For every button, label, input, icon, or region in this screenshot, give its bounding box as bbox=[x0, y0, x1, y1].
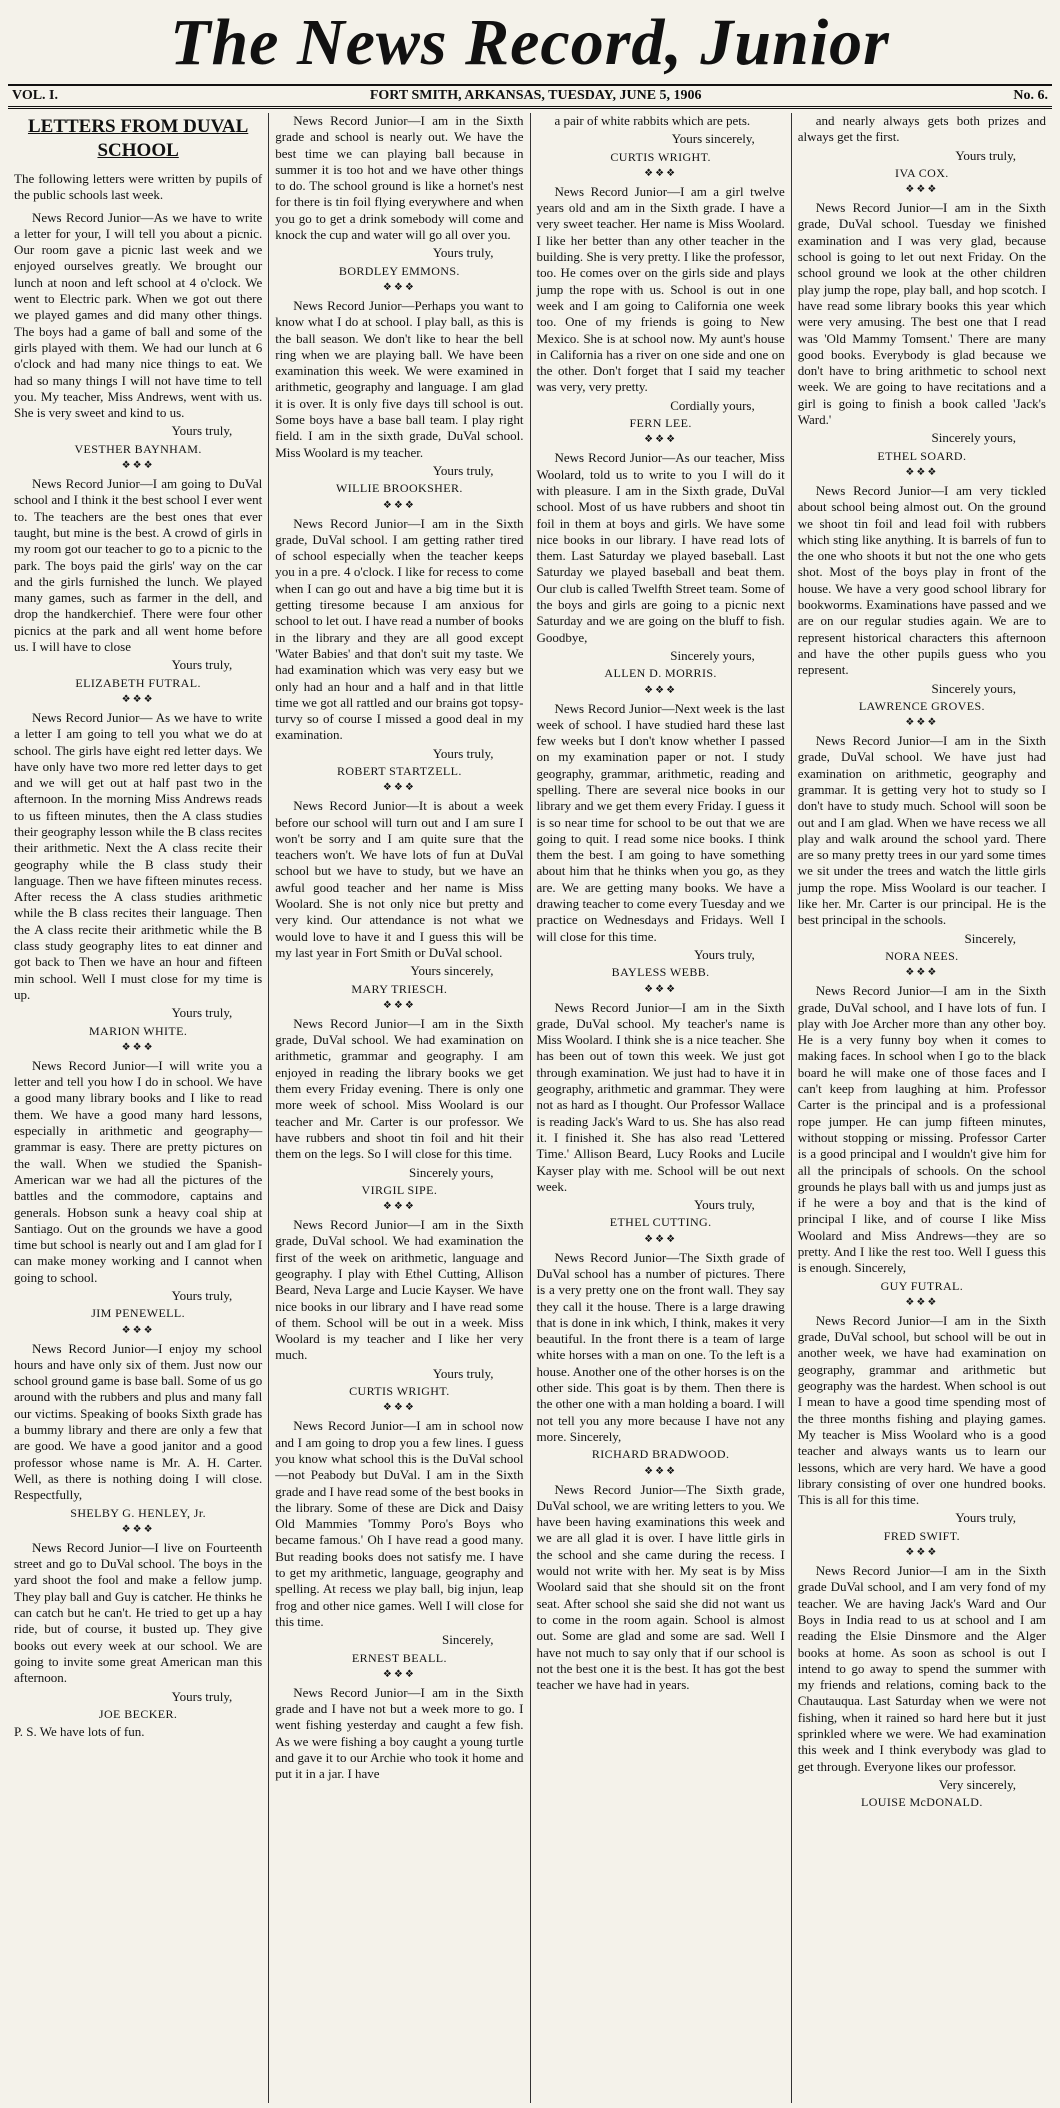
issue-number: No. 6. bbox=[1013, 88, 1048, 103]
letter-signature: ELIZABETH FUTRAL. bbox=[75, 675, 201, 690]
ornament-divider: ❖❖❖ bbox=[382, 1402, 416, 1414]
letter-body: News Record Junior—I am in the Sixth grade, DuVal school, and I have lots of fun. I play with Joe Archer more than any other boy. He is a very funny boy when it comes to making faces. In school when I go to the black board he will make one of those faces and I can't keep from laughing at him. Professor Carter is the principal and is a professional rope jumper. He can jump fifteen minutes, without stopping or missing. Professor Carter is a good principal and I wouldn't give him for all the principals of schools. On the school grounds he plays ball with us and jumps just as if he were a boy and that is the kind of principal I like, and of course I like Miss Woolard and Miss Andrews—they are so pretty. And I like the rest too. Well I guess this is enough. Sincerely, bbox=[797, 983, 1046, 1276]
intro-text: The following letters were written by pupils of the public schools last week. bbox=[14, 171, 263, 203]
letter-body: News Record Junior—I live on Fourteenth street and go to DuVal school. The boys in the yard shoot the fool and make a fellow jump. They play ball and Guy is catcher. He thinks he can catch but he can't. He tried to get up a hay ride, but of course, it busted up. They give books out every week at our school. We are going to invite some great American man this afternoon. bbox=[14, 1539, 263, 1686]
letter-signature: VIRGIL SIPE. bbox=[361, 1182, 438, 1197]
volume-label: VOL. I. bbox=[12, 88, 59, 103]
letter-signature: CURTIS WRIGHT. bbox=[610, 149, 711, 164]
letter-closing: Yours truly, bbox=[171, 423, 233, 439]
letter bbox=[537, 113, 785, 165]
letter-closing: Yours truly, bbox=[432, 745, 494, 761]
letter-closing: Yours truly, bbox=[955, 1510, 1016, 1526]
letter-signature: WILLIE BROOKSHER. bbox=[335, 481, 463, 496]
ornament-divider: ❖❖❖ bbox=[905, 967, 939, 979]
ornament-divider: ❖❖❖ bbox=[382, 281, 416, 293]
letter-body: News Record Junior—I will write you a letter and tell you how I do in school. We have a good many library books and I like to read them. We have a good many hard lessons, especially in arithmetic and geography—grammar is easy. There are pretty pictures on the wall. When we studied the Spanish-American war we had all the pictures of the battles and the commodore, captains and generals. Hobson sunk a heavy coal ship at Santiago. Out on the grounds we have a good time but school is nearly out and I am glad for I can make money working and I cannot when going to school. bbox=[14, 1057, 263, 1285]
letter-signature: FERN LEE. bbox=[629, 416, 692, 431]
letter bbox=[14, 1341, 262, 1521]
letter-closing: Yours sincerely, bbox=[671, 131, 755, 147]
letter-signature: ROBERT STARTZELL. bbox=[336, 763, 462, 778]
letter-closing: Yours truly, bbox=[694, 946, 755, 962]
letter bbox=[14, 476, 262, 691]
letter-closing: Yours truly, bbox=[432, 245, 494, 261]
ornament-divider: ❖❖❖ bbox=[905, 1547, 939, 1559]
letter-body: News Record Junior—I enjoy my school hours and have only six of them. Just now our school ground game is base ball. Some of us go around with the rubbers and plus and many fall our victims. Speaking of books Sixth grade has a bummy library and there are only a few that are good. We have a good janitor and a good professor whose name is Mr. A. H. Carter. Well, as there is nothing doing I will close. Respectfully, bbox=[14, 1340, 263, 1503]
letter-signature: VESTHER BAYNHAM. bbox=[74, 441, 202, 456]
letter-body: News Record Junior—The Sixth grade, DuVal school, we are writing letters to you. We have been having examinations this week and we are all glad it is over. I have little girls in the school and she came during the recess. I would not write with her. My seat is by Miss Woolard said that she should sit on the front seat. After school she said she did not want us to come in the room again. School is almost out. Some are glad and some are sad. Well I have not much to say only that if our school is not the best one it is the best. It has got the best teacher we have had in years. bbox=[536, 1481, 785, 1693]
letter-body: News Record Junior— As we have to write a letter I am going to tell you what we do at school. The girls have eight red letter days. We have only have two more red letter days to get and we will get out at half past two in the afternoon. In the morning Miss Andrews reads to us fifteen minutes, then the A class studies their geography lesson while the B class recites their arithmetic. Next the A class recite their geography while the B class study their language. Then we have fifteen minutes recess. After recess the A class studies arithmetic while the B class recites their language. Then the A class recite their arithmetic while the B class study geography lites to eat dinner and got back to Then we have an hour and fifteen min school. Well I must close for my time is up. bbox=[14, 709, 263, 1002]
ornament-divider: ❖❖❖ bbox=[644, 983, 678, 995]
letter-closing: Cordially yours, bbox=[670, 397, 755, 413]
place-date: FORT SMITH, ARKANSAS, TUESDAY, JUNE 5, 1906 bbox=[369, 88, 702, 103]
letter-closing: Sincerely, bbox=[442, 1632, 494, 1648]
letter-signature: LOUISE McDONALD. bbox=[861, 1795, 983, 1810]
ornament-divider: ❖❖❖ bbox=[121, 693, 155, 705]
letter-signature: MARION WHITE. bbox=[88, 1023, 188, 1038]
masthead: The News Record, Junior bbox=[170, 6, 890, 79]
ornament-divider: ❖❖❖ bbox=[905, 184, 939, 196]
letter-body: News Record Junior—I am in the Sixth grade, DuVal school. We had examination on arithmetic, grammar and geography. I am enjoyed in reading the library books we get them every Friday evening. There is only one more week of school. Miss Woolard is our teacher and Mr. Carter is our professor. We have rubbers and shoot tin foil and hit their them on the legs. So I will close for this time. bbox=[275, 1015, 524, 1162]
letter bbox=[275, 298, 523, 497]
newspaper-page bbox=[8, 4, 1052, 2100]
letter bbox=[798, 1313, 1046, 1544]
letter bbox=[798, 200, 1046, 464]
letter-signature: JOE BECKER. bbox=[98, 1706, 178, 1721]
column-4 bbox=[792, 113, 1052, 2103]
ornament-divider: ❖❖❖ bbox=[382, 1668, 416, 1680]
letter-postscript: P. S. We have lots of fun. bbox=[14, 1724, 145, 1740]
letter-body: News Record Junior—I am a girl twelve years old and am in the Sixth grade. I have a very sweet teacher. Her name is Miss Woolard. I like her better than any other teacher in the building. She is very pretty. I like the professor, too. He comes over on the girls side and plays jump the rope with us. School is out in one week and I am going to California one week too. One of my friends is going to New Mexico. She is at school now. My aunt's house in California has a river on one side and one on the other. Don't forget that I said my teacher was very, very pretty. bbox=[536, 183, 785, 395]
letter bbox=[537, 1000, 785, 1231]
ornament-divider: ❖❖❖ bbox=[644, 434, 678, 446]
ornament-divider: ❖❖❖ bbox=[644, 167, 678, 179]
ornament-divider: ❖❖❖ bbox=[382, 782, 416, 794]
letter bbox=[537, 1482, 785, 1694]
letter-closing: Sincerely, bbox=[964, 930, 1016, 946]
ornament-divider: ❖❖❖ bbox=[121, 1523, 155, 1535]
ornament-divider: ❖❖❖ bbox=[382, 499, 416, 511]
letter-signature: FRED SWIFT. bbox=[883, 1528, 960, 1543]
letter-closing: Yours truly, bbox=[171, 1688, 233, 1704]
letter-closing: Yours truly, bbox=[171, 657, 233, 673]
dateline bbox=[8, 84, 1052, 109]
ornament-divider: ❖❖❖ bbox=[382, 999, 416, 1011]
letter bbox=[14, 210, 262, 457]
ornament-divider: ❖❖❖ bbox=[382, 1201, 416, 1213]
letter-signature: RICHARD BRADWOOD. bbox=[591, 1447, 730, 1462]
letter-signature: CURTIS WRIGHT. bbox=[349, 1384, 450, 1399]
letter-closing: Yours truly, bbox=[171, 1288, 233, 1303]
ornament-divider: ❖❖❖ bbox=[644, 1233, 678, 1245]
letter-body: News Record Junior—I am in school now and I am going to drop you a few lines. I guess you know what school this is the DuVal school—not Peabody but DuVal. I am in the Sixth grade and I have read some of the best books in the library. Some of these are Dick and Daisy Old Mammies 'Tommy Poro's Boys who became famous.' Oh I have read a good many. But reading books does not satisfy me. I have to get my arithmetic, language, geography and spelling. At recess we play ball, big injun, leap frog and other nice games. Well I will close for this time. bbox=[275, 1418, 524, 1629]
letter-body: News Record Junior—I am in the Sixth grade, DuVal school, but school will be out in another week, we have had examination on geography, grammar and arithmetic but geography was the hardest. When school is out I mean to have a good time spending most of the three months fishing and playing games. My teacher is Miss Woolard who is a good teacher and always wants us to learn our lessons, which are very hard. We have a good library consisting of over one hundred books. This is all for this time. bbox=[797, 1312, 1046, 1508]
column-2 bbox=[269, 113, 530, 2103]
letter-body: News Record Junior—As we have to write a letter for your, I will tell you about a picnic. Our room gave a picnic last week and we enjoyed ourselves greatly. We brought our lunch at noon and left school at 4 o'clock. We went to Electric park. When we got out there we played games and did many other things. The boys had a game of ball and some of the girls played with them. We had our lunch at 6 o'clock and had many nice things to eat. We had so many things I will not have time to tell you. My teacher, Miss Andrews, went with us. She is very sweet and kind to us. bbox=[14, 209, 263, 421]
letter bbox=[275, 1217, 523, 1399]
letter bbox=[275, 1418, 523, 1665]
letter-signature: ETHEL SOARD. bbox=[877, 448, 967, 463]
letter-closing: Sincerely yours, bbox=[931, 430, 1016, 446]
letter-signature: SHELBY G. HENLEY, Jr. bbox=[70, 1505, 206, 1520]
letter-body: News Record Junior—I am going to DuVal school and I think it the best school I ever went to. The teachers are the best ones that ever taught, but mine is the best. A crowd of girls in my room got our teacher to go to a picnic to the park. The boys paid the girls' way on the car and the girls furnished the lunch. We played many games, such as farmer in the dell, and drop the handkerchief. There were four other picnics at the park and all went home before us. I will have to close bbox=[14, 476, 263, 655]
ornament-divider: ❖❖❖ bbox=[905, 717, 939, 729]
ornament-divider: ❖❖❖ bbox=[905, 466, 939, 478]
letter-body: News Record Junior—I am in the Sixth grade, DuVal school. My teacher's name is Miss Woolard. I think she is a nice teacher. She has been out of town this week. We just got through examination. We just had to have it in geography, arithmetic and grammar. They were not as hard as I thought. Our Professor Wallace is reading Jack's Ward to us. She has also read it. I finished it. She has also read 'Lettered Time.' Allison Beard, Lucy Rooks and Lucile Kayser play with me. School will be out next week. bbox=[536, 999, 785, 1194]
letter-closing: Yours truly, bbox=[432, 462, 494, 478]
letter-body: a pair of white rabbits which are pets. bbox=[554, 113, 751, 128]
ornament-divider: ❖❖❖ bbox=[644, 684, 678, 696]
letter bbox=[275, 798, 523, 997]
letter bbox=[14, 1058, 262, 1322]
letter-closing: Yours truly, bbox=[171, 1005, 233, 1021]
letter bbox=[798, 483, 1046, 714]
letter-body: News Record Junior—I am in the Sixth grade and I have not but a week more to go. I went fishing yesterday and caught a few fish. As we were fishing a boy caught a young turtle and gave it to our Archie who took it home and put it in a jar. I have bbox=[275, 1684, 524, 1782]
ornament-divider: ❖❖❖ bbox=[644, 1465, 678, 1477]
letter bbox=[275, 113, 523, 279]
letter-closing: Very sincerely, bbox=[938, 1776, 1016, 1792]
letter-closing: Sincerely yours, bbox=[931, 680, 1016, 696]
letter-signature: BORDLEY EMMONS. bbox=[338, 263, 460, 278]
ornament-divider: ❖❖❖ bbox=[121, 460, 155, 472]
letter-body: News Record Junior—I am in the Sixth grade and school is nearly out. We have the best time we can playing ball because in summer it is too hot and we have other things to do. The school ground is like a hornet's nest for there is tin foil flying everywhere and when you go to get a drink somebody will come and knock the cup and water will go all over you. bbox=[275, 113, 524, 243]
letter-body: News Record Junior—I am in the Sixth grade, DuVal school. We have just had examination on arithmetic, geography and grammar. It is getting very hot to study so I don't have to study much. School will soon be out and I am glad. When we have recess we all play and walk around the school yard. There are so many pretty trees in our yard some times we sit under the trees and watch the little girls jump the rope. Miss Woolard is our teacher. I like her. Mr. Carter is our principal. He is the best principal in the schools. bbox=[797, 733, 1046, 928]
letter-signature: MARY TRIESCH. bbox=[351, 981, 448, 996]
column-3 bbox=[531, 113, 792, 2103]
letter-body: News Record Junior—It is about a week before our school will turn out and I am sure I won't be sorry and I am quite sure that the teachers won't. We have lots of fun at DuVal school but we have to study, but we have an awful good teacher and her name is Miss Woolard. She is not only nice but pretty and very kind. Our attendance is not what we would love to have it and I guess this will be my last year in Fort Smith or DuVal school. bbox=[275, 798, 524, 960]
letter-signature: JIM PENEWELL. bbox=[91, 1306, 186, 1321]
letter-signature: ALLEN D. MORRIS. bbox=[604, 666, 717, 681]
letter bbox=[14, 1540, 262, 1741]
ornament-divider: ❖❖❖ bbox=[121, 1324, 155, 1336]
letter bbox=[798, 983, 1046, 1294]
letter bbox=[275, 1016, 523, 1198]
letter bbox=[537, 1250, 785, 1463]
letter bbox=[798, 1563, 1046, 1810]
headline: LETTERS FROM DUVAL SCHOOL bbox=[27, 116, 249, 161]
letter-signature: BAYLESS WEBB. bbox=[611, 965, 710, 980]
letter-signature: ERNEST BEALL. bbox=[351, 1650, 447, 1665]
letter bbox=[537, 184, 785, 431]
letter-body: and nearly always gets both prizes and always get the first. bbox=[797, 113, 1046, 145]
letter-closing: Yours truly, bbox=[694, 1197, 755, 1213]
letter-signature: NORA NEES. bbox=[885, 948, 959, 963]
letter-body: News Record Junior—I am in the Sixth grade, DuVal school. We had examination the first of the week on arithmetic, language and geography. I play with Ethel Cutting, Allison Beard, Neva Large and Lucie Kayser. We have nice books in our library and I have read some of them. School will be out in a week. Miss Woolard is my teacher and I like her very much. bbox=[275, 1217, 524, 1363]
column-1 bbox=[8, 113, 269, 2103]
letter-body: News Record Junior—Next week is the last week of school. I have studied hard these last few weeks but I don't know whether I passed on my examination paper or not. I study geography, grammar, arithmetic, reading and spelling. There are several nice books in our library and we get them every Friday. I guess it is so near time for school to be out that we are going to quit. I read some nice books. I think them the best. I am going to have something about him that he thinks when you go, as they are. We are getting many books. We have a drawing teacher to come every Tuesday and we practice on Wednesdays and Fridays. Well I will close for this time. bbox=[536, 700, 785, 944]
ornament-divider: ❖❖❖ bbox=[905, 1296, 939, 1308]
letter bbox=[798, 733, 1046, 964]
letter bbox=[537, 450, 785, 681]
letter-closing: Sincerely yours, bbox=[409, 1164, 494, 1180]
letter bbox=[275, 516, 523, 780]
letter-body: News Record Junior—I am in the Sixth grade, DuVal school. Tuesday we finished examination and I was very glad, because school is going to let out next Friday. On the school ground we look at the other children play jump the rope, play ball, and hop scotch. I have read some library books this year which were very amusing. The best one that I read was 'Old Mammy Tomsent.' There are many good books. Everybody is glad because we don't have to bring arithmetic to school next week. We are going to have recitations and a girl is going to finish a book called 'Jack's Ward.' bbox=[797, 200, 1046, 428]
letter-closing: Yours truly, bbox=[955, 147, 1016, 163]
letter-body: News Record Junior—I am in the Sixth grade, DuVal school. I am getting rather tired of school especially when the teacher keeps you in a pre. 4 o'clock. I like for recess to come when I can go out and have a big time but it is getting tiresome because I am anxious for school to let out. I have read a number of books in the library and they are all good except 'Water Babies' and that don't suit my taste. We had examination which was very easy but we only had an hour and a half and in that little time we got all rattled and our brains got topsy-turvy so of course I missed a good deal in my examination. bbox=[275, 515, 524, 743]
letter-body: News Record Junior—As our teacher, Miss Woolard, told us to write to you I will do it with pleasure. I am in the Sixth grade, DuVal school. Most of us have rubbers and shoot tin foil in them at boys and girls. We have some nice books in our library. I have read lots of them. Last Saturday we played baseball. Last Saturday we played baseball and beat them. Our club is called Twelfth Street team. Some of the boys and girls are going to a picnic next Saturday and we are going on the bluff to fish. Goodbye, bbox=[536, 450, 785, 645]
letter bbox=[275, 1685, 523, 1783]
letter bbox=[14, 710, 262, 1039]
letter-body: News Record Junior—Perhaps you want to know what I do at school. I play ball, as this is the ball season. We don't like to hear the bell ring when we are playing ball. We have been examination this week. We were examined in arithmetic, geography and language. I am glad it is over. It is only five days till school is out. Some boys have a base ball team. I play right field. I am in the sixth grade, DuVal school. Miss Woolard is my teacher. bbox=[275, 297, 524, 460]
letter-body: News Record Junior—I am in the Sixth grade DuVal school, and I am very fond of my teacher. We are having Jack's Ward and Our Boys in India read to us at school and I am reading the Elsie Dinsmore and the Alger books at home. As soon as school is out I intend to go away to spend the summer with my friends and relations, coming back to the Chautauqua. Last Saturday when we were not fishing, when it rained so hard here but it just sprinkled where we were. We had examination this week and I think everybody was glad to get through. Everyone likes our professor. bbox=[797, 1563, 1046, 1774]
columns bbox=[8, 113, 1052, 2103]
letter-body: News Record Junior—The Sixth grade of DuVal school has a number of pictures. There is a very pretty one on the front wall. They say they call it the house. There is a large drawing that is done in ink which, I think, makes it very beautiful. In the front there is a team of large white horses with a man on one. To the left is a house. Another one of the other horses is on the other side. This goat is by them. Then there is the other one with a man holding a board. I will not tell you any more because I have not any more. Sincerely, bbox=[536, 1249, 785, 1444]
letter bbox=[798, 113, 1046, 181]
letter-signature: IVA COX. bbox=[895, 165, 949, 180]
letter-signature: ETHEL CUTTING. bbox=[609, 1215, 712, 1230]
ornament-divider: ❖❖❖ bbox=[121, 1041, 155, 1053]
letter-closing: Yours sincerely, bbox=[410, 963, 494, 979]
letter-closing: Sincerely yours, bbox=[670, 647, 755, 663]
letter-signature: LAWRENCE GROVES. bbox=[858, 698, 985, 713]
letter-signature: GUY FUTRAL. bbox=[880, 1278, 964, 1293]
letter-closing: Yours truly, bbox=[432, 1365, 494, 1381]
letter-body: News Record Junior—I am very tickled about school being almost out. On the ground we shoot tin foil and lead foil with rubbers which sting like anything. It is barrels of fun to the one who shoots it but not the one who gets shot. Most of the boys play in front of the house. We have a very good school library for bookworms. Examinations have passed and we are on our regular studies again. We are to represent historical characters this afternoon and have the other pupils guess who you represent. bbox=[797, 482, 1046, 678]
letter bbox=[537, 701, 785, 981]
